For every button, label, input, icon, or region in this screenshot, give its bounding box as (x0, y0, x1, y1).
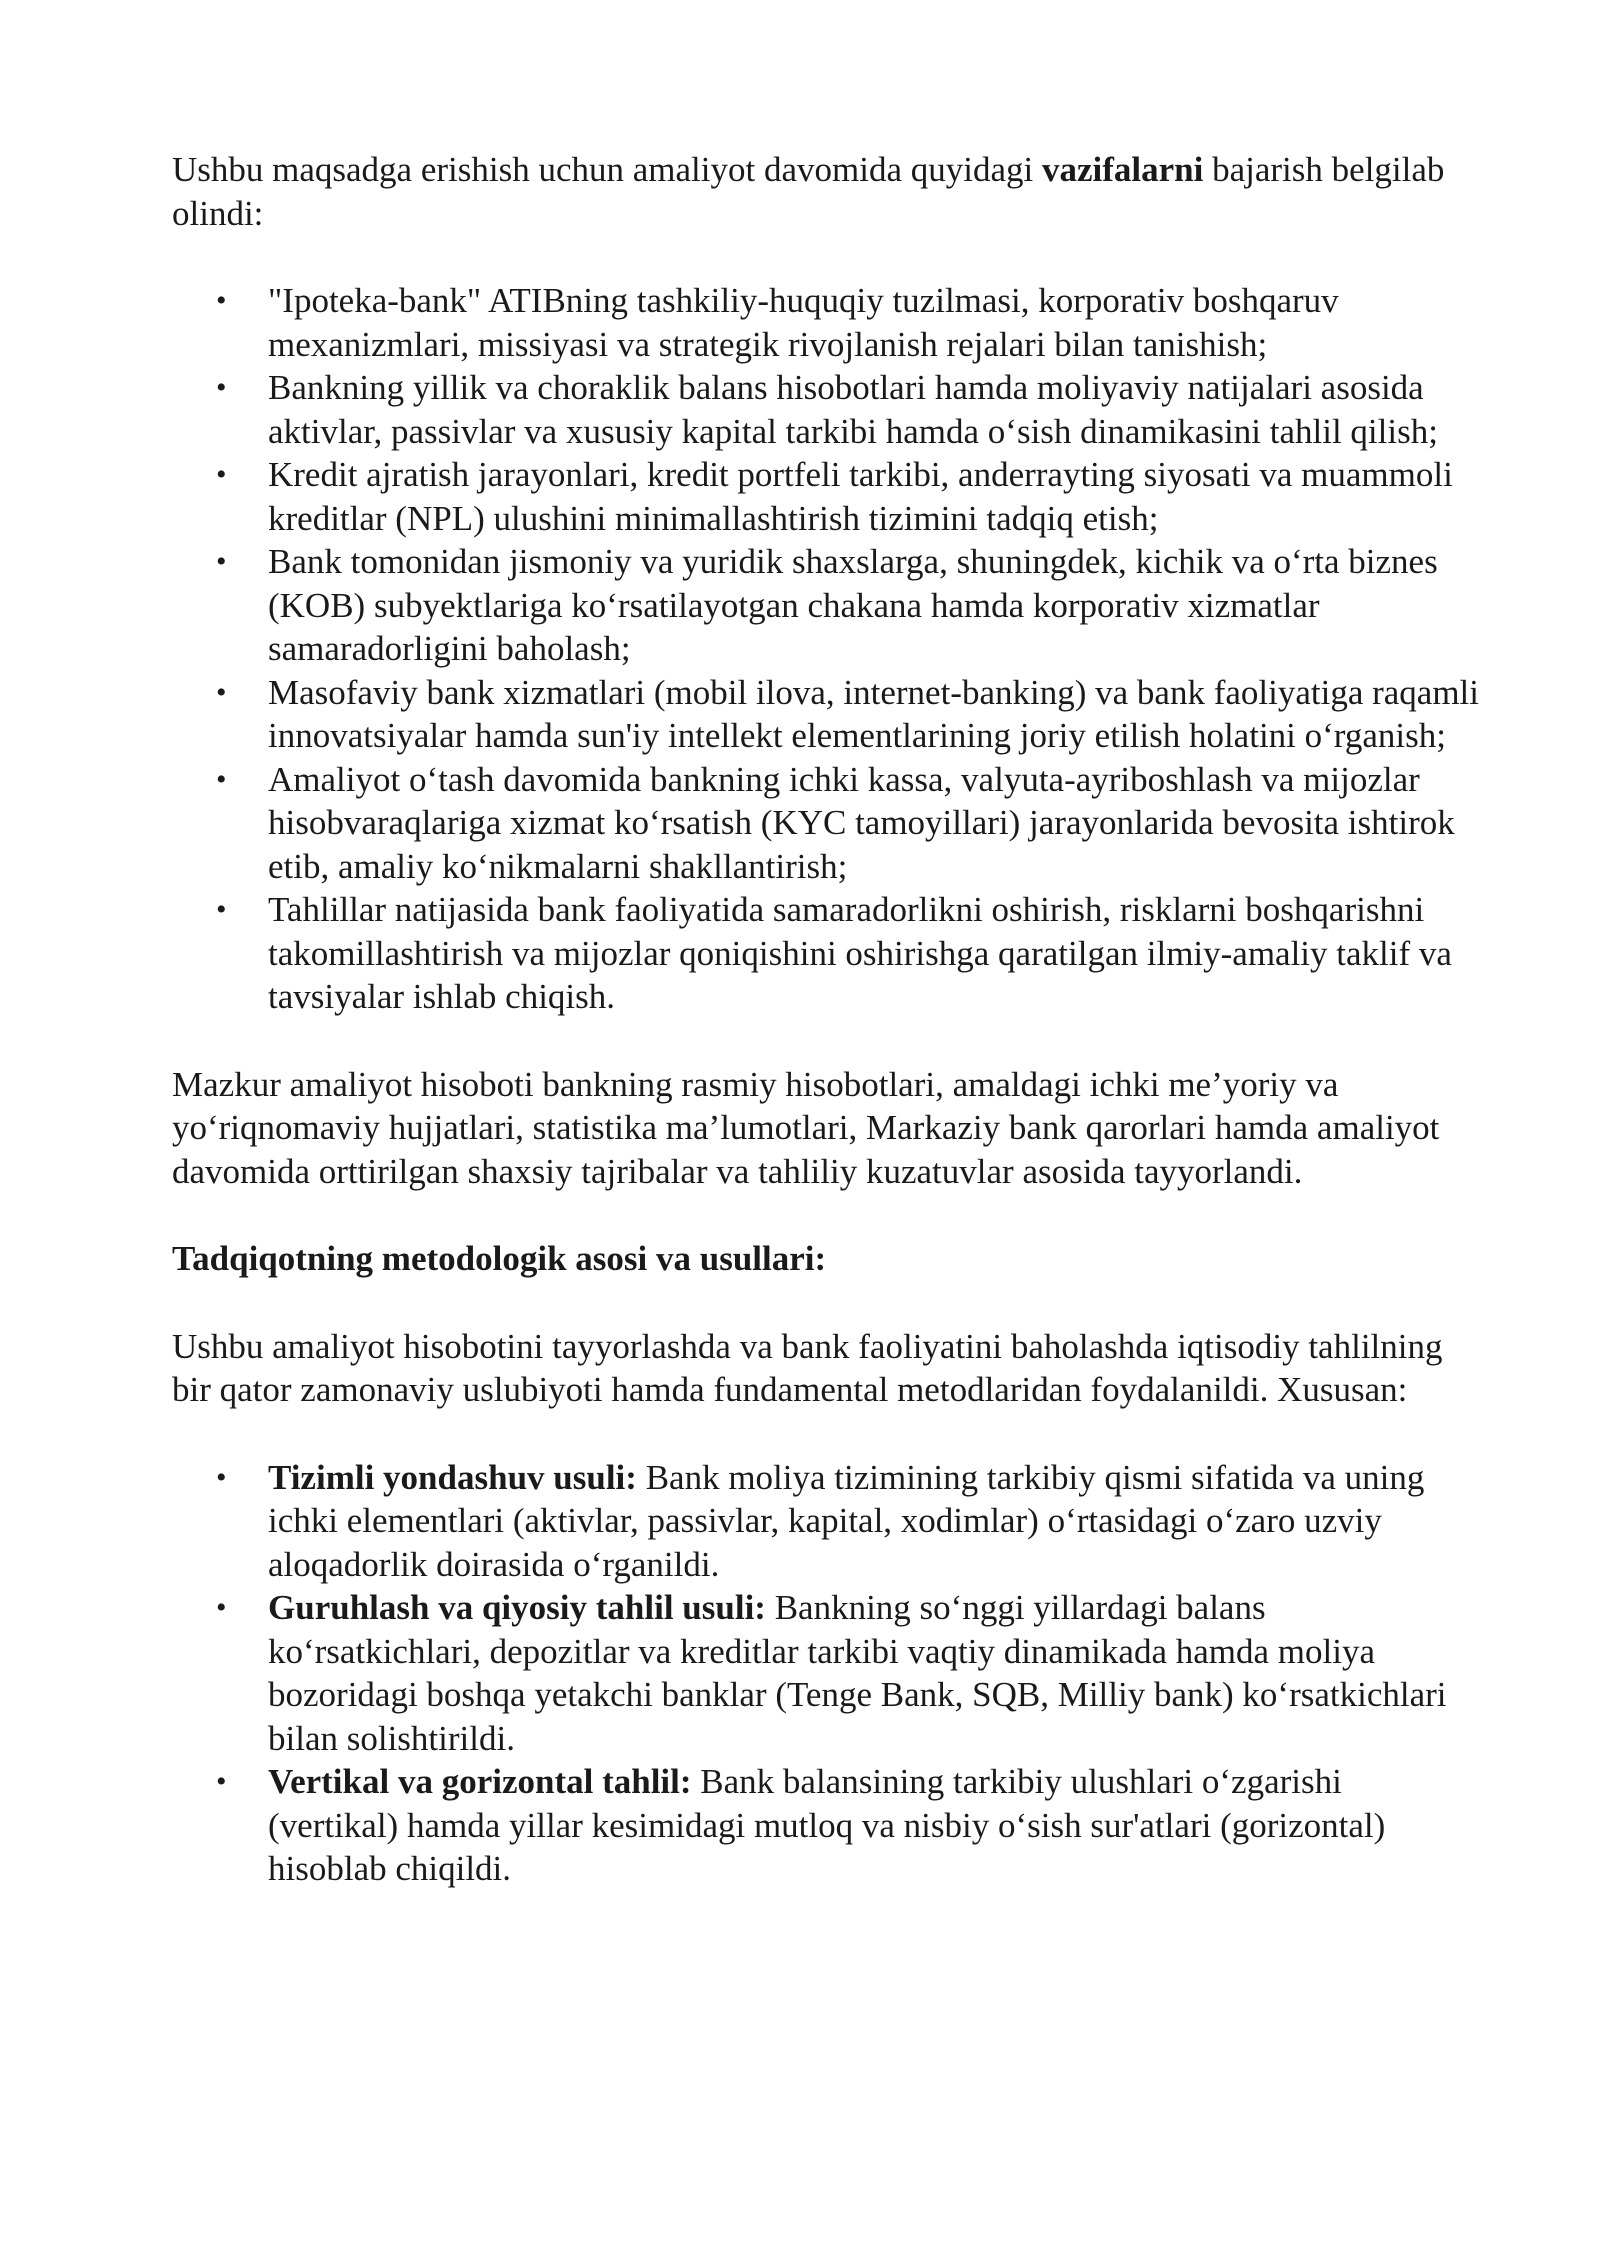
list-item (172, 671, 1480, 758)
bullet-icon: • (216, 1765, 227, 1798)
method-text: Bank balansining tarkibiy ulushlari o‘zgarishi (vertikal) hamda yillar kesimidagi mutloq va nisbiy o‘sish sur'atlari (gorizontal) hisoblab chiqildi. (268, 1762, 1386, 1888)
methodology-intro: Ushbu amaliyot hisobotini tayyorlashda va bank faoliyatini baholashda iqtisodiy tahlilning bir qator zamonaviy uslubiyoti hamda fundamental metodlaridan foydalanildi. Xususan: (172, 1326, 1443, 1409)
intro-bold-term: vazifalarni (1041, 150, 1204, 189)
bullet-icon: • (216, 762, 227, 796)
list-item (172, 366, 1480, 453)
method-term: Vertikal va gorizontal tahlil: (268, 1762, 692, 1801)
methodology-heading: Tadqiqotning metodologik asosi va usullari: (172, 1239, 827, 1278)
list-item (172, 1586, 1480, 1760)
bullet-icon: • (216, 1460, 227, 1494)
task-text: Amaliyot o‘tash davomida bankning ichki kassa, valyuta-ayriboshlash va mijozlar hisobvaraqlariga xizmat ko‘rsatish (KYC tamoyillari) jarayonlarida bevosita ishtirok etib, amaliy ko‘nikmalarni shakllantirish; (268, 759, 1455, 886)
bullet-icon: • (216, 284, 227, 317)
bullet-icon: • (216, 458, 227, 491)
methods-list (172, 1456, 1480, 1891)
task-text: "Ipoteka-bank" ATIBning tashkiliy-huquqiy tuzilmasi, korporativ boshqaruv mexanizmlari, missiyasi va strategik rivojlanish rejalari bilan tanishish; (268, 281, 1339, 364)
list-item (172, 758, 1480, 889)
report-paragraph: Mazkur amaliyot hisoboti bankning rasmiy hisobotlari, amaldagi ichki me’yoriy va yo‘riqnomaviy hujjatlari, statistika ma’lumotlari, Markaziy bank qarorlari hamda amaliyot davomida orttirilgan shaxsiy tajribalar va tahliliy kuzatuvlar asosida tayyorlandi. (172, 1064, 1440, 1191)
method-text: Bank moliya tizimining tarkibiy qismi sifatida va uning ichki elementlari (aktivlar, passivlar, kapital, xodimlar) o‘rtasidagi o‘zaro uzviy aloqadorlik doirasida o‘rganildi. (268, 1457, 1425, 1584)
bullet-icon: • (216, 545, 227, 578)
method-term: Tizimli yondashuv usuli: (268, 1457, 637, 1497)
task-text: Tahlillar natijasida bank faoliyatida samaradorlikni oshirish, risklarni boshqarishni takomillashtirish va mijozlar qoniqishini oshirishga qaratilgan ilmiy-amaliy taklif va tavsiyalar ishlab chiqish. (268, 890, 1452, 1016)
list-item (172, 453, 1480, 540)
bullet-icon: • (216, 675, 227, 709)
task-text: Bankning yillik va choraklik balans hisobotlari hamda moliyaviy natijalari asosida aktivlar, passivlar va xususiy kapital tarkibi hamda o‘sish dinamikasini tahlil qilish; (268, 368, 1438, 451)
bullet-icon: • (216, 893, 227, 926)
list-item (172, 540, 1480, 671)
method-text: Bankning so‘nggi yillardagi balans ko‘rsatkichlari, depozitlar va kreditlar tarkibi vaqtiy dinamikada hamda moliya bozoridagi boshqa yetakchi banklar (Tenge Bank, SQB, Milliy bank) ko‘rsatkichlari bilan solishtirildi. (268, 1588, 1447, 1758)
list-item (172, 1456, 1480, 1587)
bullet-icon: • (216, 371, 227, 404)
list-item (172, 888, 1480, 1019)
list-item (172, 279, 1480, 366)
method-term: Guruhlash va qiyosiy tahlil usuli: (268, 1588, 766, 1627)
bullet-icon: • (216, 1591, 227, 1624)
tasks-list (172, 279, 1480, 1019)
task-text: Kredit ajratish jarayonlari, kredit portfeli tarkibi, anderrayting siyosati va muammoli kreditlar (NPL) ulushini minimallashtirish tizimini tadqiq etish; (268, 455, 1453, 538)
intro-text-end: bajarish belgilab olindi: (172, 150, 1445, 233)
task-text: Bank tomonidan jismoniy va yuridik shaxslarga, shuningdek, kichik va o‘rta biznes (KOB) subyektlariga ko‘rsatilayotgan chakana hamda korporativ xizmatlar samaradorligini baholash; (268, 542, 1438, 668)
task-text: Masofaviy bank xizmatlari (mobil ilova, internet-banking) va bank faoliyatiga raqamli innovatsiyalar hamda sun'iy intellekt elementlarining joriy etilish holatini o‘rganish; (268, 672, 1480, 755)
intro-text-start: Ushbu maqsadga erishish uchun amaliyot davomida quyidagi (172, 150, 1042, 189)
intro-paragraph (172, 148, 1480, 235)
list-item (172, 1760, 1480, 1891)
